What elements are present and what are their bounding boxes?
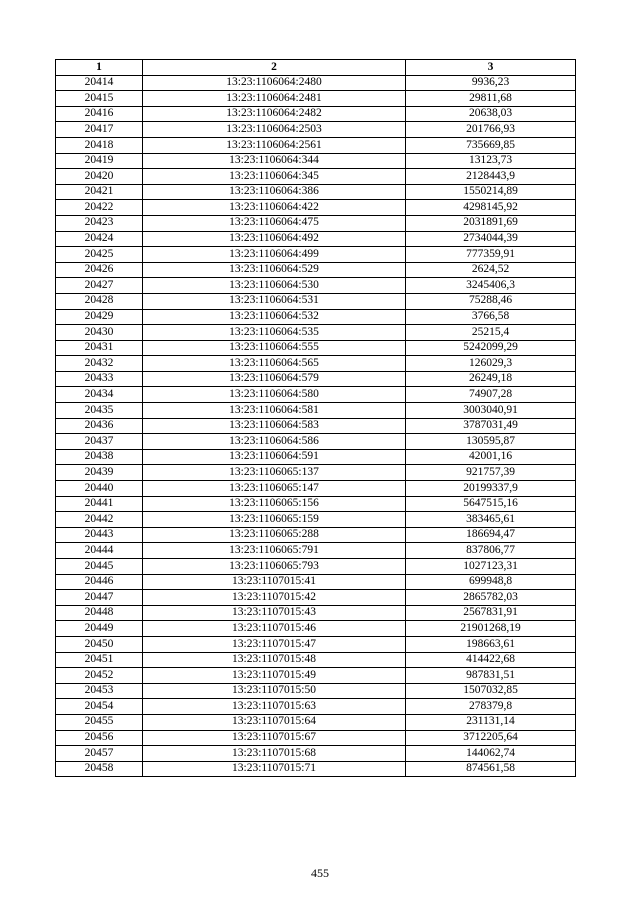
cadastral-number-cell: 13:23:1106064:565 [143,356,406,372]
value-cell: 699948,8 [406,574,576,590]
table-row [56,668,576,684]
table-row [56,231,576,247]
value-cell: 20199337,9 [406,481,576,497]
cadastral-number-cell: 13:23:1106064:581 [143,403,406,419]
table-row [56,481,576,497]
table-row [56,683,576,699]
cadastral-number-cell: 13:23:1106064:555 [143,340,406,356]
row-number-cell: 20437 [56,434,143,450]
value-cell: 74907,28 [406,387,576,403]
cadastral-number-cell: 13:23:1106064:386 [143,184,406,200]
row-number-cell: 20434 [56,387,143,403]
row-number-cell: 20436 [56,418,143,434]
table-row [56,122,576,138]
row-number-cell: 20427 [56,278,143,294]
cadastral-number-cell: 13:23:1106065:156 [143,496,406,512]
value-cell: 777359,91 [406,247,576,263]
table-row [56,293,576,309]
cadastral-number-cell: 13:23:1106064:475 [143,215,406,231]
value-cell: 21901268,19 [406,621,576,637]
cadastral-number-cell: 13:23:1106064:580 [143,387,406,403]
row-number-cell: 20417 [56,122,143,138]
row-number-cell: 20424 [56,231,143,247]
table-row [56,169,576,185]
cadastral-number-cell: 13:23:1106065:791 [143,543,406,559]
value-cell: 2624,52 [406,262,576,278]
row-number-cell: 20429 [56,309,143,325]
table-row [56,340,576,356]
value-cell: 75288,46 [406,293,576,309]
value-cell: 29811,68 [406,91,576,107]
table-row [56,153,576,169]
value-cell: 201766,93 [406,122,576,138]
cadastral-number-cell: 13:23:1106064:532 [143,309,406,325]
table-row [56,590,576,606]
table-row [56,309,576,325]
row-number-cell: 20445 [56,559,143,575]
value-cell: 3766,58 [406,309,576,325]
value-cell: 26249,18 [406,371,576,387]
cadastral-number-cell: 13:23:1107015:42 [143,590,406,606]
cadastral-number-cell: 13:23:1107015:47 [143,636,406,652]
table-row [56,714,576,730]
cadastral-number-cell: 13:23:1106064:583 [143,418,406,434]
cadastral-number-cell: 13:23:1106064:345 [143,169,406,185]
value-cell: 837806,77 [406,543,576,559]
cadastral-number-cell: 13:23:1107015:49 [143,668,406,684]
table-row [56,356,576,372]
row-number-cell: 20457 [56,746,143,762]
table-row [56,200,576,216]
value-cell: 3712205,64 [406,730,576,746]
row-number-cell: 20433 [56,371,143,387]
value-cell: 42001,16 [406,449,576,465]
table-row [56,262,576,278]
row-number-cell: 20430 [56,325,143,341]
cadastral-number-cell: 13:23:1106064:529 [143,262,406,278]
row-number-cell: 20456 [56,730,143,746]
value-cell: 3245406,3 [406,278,576,294]
table-row [56,496,576,512]
row-number-cell: 20438 [56,449,143,465]
cadastral-number-cell: 13:23:1107015:50 [143,683,406,699]
value-cell: 921757,39 [406,465,576,481]
header-row [56,60,576,76]
table-row [56,512,576,528]
value-cell: 3003040,91 [406,403,576,419]
table-row [56,137,576,153]
row-number-cell: 20451 [56,652,143,668]
value-cell: 5647515,16 [406,496,576,512]
row-number-cell: 20446 [56,574,143,590]
cadastral-number-cell: 13:23:1106064:531 [143,293,406,309]
cadastral-number-cell: 13:23:1106065:147 [143,481,406,497]
row-number-cell: 20414 [56,75,143,91]
table-row [56,371,576,387]
table-row [56,730,576,746]
row-number-cell: 20423 [56,215,143,231]
cadastral-number-cell: 13:23:1106064:499 [143,247,406,263]
value-cell: 2734044,39 [406,231,576,247]
cadastral-number-cell: 13:23:1107015:63 [143,699,406,715]
row-number-cell: 20444 [56,543,143,559]
value-cell: 383465,61 [406,512,576,528]
row-number-cell: 20420 [56,169,143,185]
value-cell: 874561,58 [406,761,576,777]
cadastral-number-cell: 13:23:1106064:535 [143,325,406,341]
column-header-1: 1 [56,60,143,76]
value-cell: 2567831,91 [406,605,576,621]
table-body [56,75,576,777]
cadastral-number-cell: 13:23:1106064:2503 [143,122,406,138]
row-number-cell: 20443 [56,527,143,543]
cadastral-number-cell: 13:23:1107015:48 [143,652,406,668]
value-cell: 13123,73 [406,153,576,169]
value-cell: 1027123,31 [406,559,576,575]
table-row [56,761,576,777]
table-row [56,247,576,263]
row-number-cell: 20441 [56,496,143,512]
column-header-2: 2 [143,60,406,76]
table-row [56,559,576,575]
row-number-cell: 20447 [56,590,143,606]
table-header [56,60,576,76]
value-cell: 144062,74 [406,746,576,762]
cadastral-number-cell: 13:23:1107015:67 [143,730,406,746]
cadastral-number-cell: 13:23:1106064:344 [143,153,406,169]
table-row [56,184,576,200]
table-row [56,543,576,559]
table-row [56,75,576,91]
cadastral-number-cell: 13:23:1106065:159 [143,512,406,528]
row-number-cell: 20449 [56,621,143,637]
table-row [56,746,576,762]
row-number-cell: 20450 [56,636,143,652]
table-row [56,387,576,403]
value-cell: 130595,87 [406,434,576,450]
cadastral-number-cell: 13:23:1107015:71 [143,761,406,777]
cadastral-number-cell: 13:23:1106064:2561 [143,137,406,153]
row-number-cell: 20435 [56,403,143,419]
cadastral-number-cell: 13:23:1106064:2482 [143,106,406,122]
cadastral-number-cell: 13:23:1107015:43 [143,605,406,621]
value-cell: 5242099,29 [406,340,576,356]
cadastral-number-cell: 13:23:1107015:46 [143,621,406,637]
value-cell: 4298145,92 [406,200,576,216]
value-cell: 25215,4 [406,325,576,341]
row-number-cell: 20453 [56,683,143,699]
value-cell: 1550214,89 [406,184,576,200]
row-number-cell: 20418 [56,137,143,153]
column-header-3: 3 [406,60,576,76]
cadastral-number-cell: 13:23:1106065:793 [143,559,406,575]
value-cell: 2031891,69 [406,215,576,231]
value-cell: 3787031,49 [406,418,576,434]
table-row [56,574,576,590]
cadastral-number-cell: 13:23:1106065:288 [143,527,406,543]
value-cell: 278379,8 [406,699,576,715]
table-row [56,403,576,419]
row-number-cell: 20428 [56,293,143,309]
table-row [56,636,576,652]
table-row [56,106,576,122]
row-number-cell: 20432 [56,356,143,372]
table-row [56,699,576,715]
value-cell: 2128443,9 [406,169,576,185]
value-cell: 186694,47 [406,527,576,543]
cadastral-number-cell: 13:23:1107015:68 [143,746,406,762]
row-number-cell: 20415 [56,91,143,107]
table-row [56,91,576,107]
cadastral-number-cell: 13:23:1106064:492 [143,231,406,247]
row-number-cell: 20455 [56,714,143,730]
value-cell: 20638,03 [406,106,576,122]
table-row [56,527,576,543]
cadastral-number-cell: 13:23:1106064:591 [143,449,406,465]
row-number-cell: 20439 [56,465,143,481]
table-row [56,465,576,481]
value-cell: 2865782,03 [406,590,576,606]
cadastral-number-cell: 13:23:1106065:137 [143,465,406,481]
table-row [56,652,576,668]
cadastral-number-cell: 13:23:1107015:41 [143,574,406,590]
row-number-cell: 20425 [56,247,143,263]
row-number-cell: 20442 [56,512,143,528]
row-number-cell: 20440 [56,481,143,497]
row-number-cell: 20419 [56,153,143,169]
cadastral-number-cell: 13:23:1106064:2481 [143,91,406,107]
row-number-cell: 20431 [56,340,143,356]
table-row [56,449,576,465]
row-number-cell: 20454 [56,699,143,715]
value-cell: 735669,85 [406,137,576,153]
row-number-cell: 20422 [56,200,143,216]
page-number: 455 [311,866,329,880]
cadastral-number-cell: 13:23:1106064:530 [143,278,406,294]
row-number-cell: 20458 [56,761,143,777]
cadastral-number-cell: 13:23:1106064:422 [143,200,406,216]
value-cell: 126029,3 [406,356,576,372]
cadastral-number-cell: 13:23:1106064:2480 [143,75,406,91]
value-cell: 9936,23 [406,75,576,91]
cadastral-number-cell: 13:23:1106064:579 [143,371,406,387]
row-number-cell: 20448 [56,605,143,621]
table-row [56,434,576,450]
row-number-cell: 20421 [56,184,143,200]
row-number-cell: 20416 [56,106,143,122]
cadastral-number-cell: 13:23:1106064:586 [143,434,406,450]
value-cell: 414422,68 [406,652,576,668]
table-row [56,325,576,341]
table-row [56,278,576,294]
row-number-cell: 20426 [56,262,143,278]
value-cell: 198663,61 [406,636,576,652]
table-row [56,418,576,434]
value-cell: 987831,51 [406,668,576,684]
value-cell: 231131,14 [406,714,576,730]
data-table [55,59,576,777]
cadastral-number-cell: 13:23:1107015:64 [143,714,406,730]
value-cell: 1507032,85 [406,683,576,699]
table-row [56,621,576,637]
table-row [56,605,576,621]
row-number-cell: 20452 [56,668,143,684]
table-row [56,215,576,231]
